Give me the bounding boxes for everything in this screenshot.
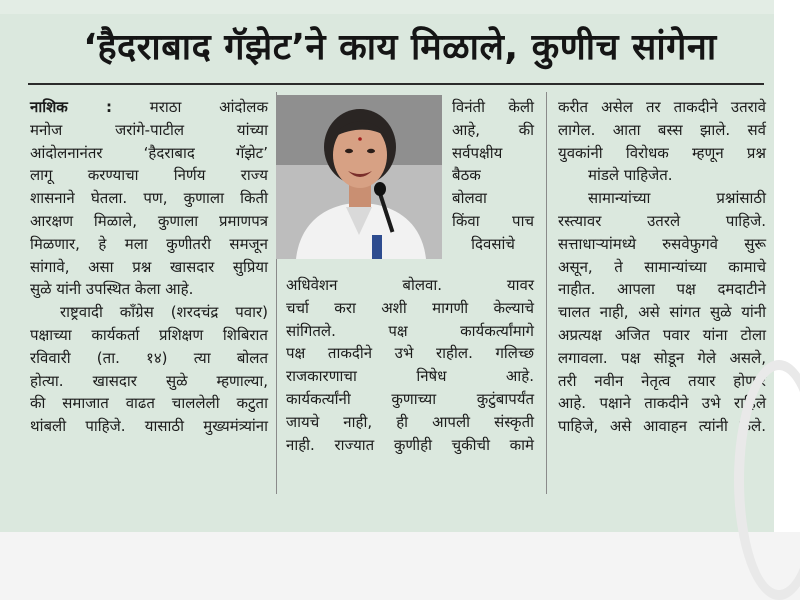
headline-rule xyxy=(28,83,764,85)
article-line: अप्रत्यक्ष अजित पवार यांना टोला xyxy=(558,325,766,344)
article-line: लगावला. पक्ष सोडून गेले असले, xyxy=(558,348,766,367)
article-line: नाही. राज्यात कुणीही चुकीची कामे xyxy=(286,435,534,454)
article-line: सर्वपक्षीय xyxy=(452,143,503,162)
article-column-2-side xyxy=(452,96,534,256)
article-line: होत्या. खासदार सुळे म्हणाल्या, xyxy=(30,371,268,390)
article-column-1 xyxy=(30,96,268,438)
article-line: मांडले पाहिजेत. xyxy=(588,166,673,185)
article-line: पक्षाच्या कार्यकर्ता प्रशिक्षण शिबिरात xyxy=(30,325,268,344)
article-line: सुळे यांनी उपस्थित केला आहे. xyxy=(30,280,194,299)
article-line: चर्चा करा अशी मागणी केल्याचे xyxy=(286,298,534,317)
article-line: बोलवा xyxy=(452,189,487,208)
article-line: चालत नाही, असे सांगत सुळे यांनी xyxy=(558,303,766,322)
article-line: किंवा पाच xyxy=(452,211,534,230)
article-line: रविवारी (ता. १४) त्या बोलत xyxy=(30,348,268,367)
article-line: आंदोलनानंतर ‘हैदराबाद गॅझेट’ xyxy=(30,143,268,162)
article-line: पक्ष ताकदीने उभे राहील. गलिच्छ xyxy=(286,344,534,363)
article-line: की समाजात वाढत चाललेली कटुता xyxy=(30,394,268,413)
top-border xyxy=(0,0,774,14)
article-column-2 xyxy=(286,274,534,456)
article-line: लागू करण्याचा निर्णय राज्य xyxy=(30,166,268,185)
headline: ‘हैदराबाद गॅझेट’ने काय मिळाले, कुणीच सांगेना xyxy=(83,27,717,68)
article-column-3 xyxy=(558,96,766,438)
article-line: सांगितले. पक्ष कार्यकर्त्यांमागे xyxy=(286,321,534,340)
article-line: अधिवेशन बोलवा. यावर xyxy=(286,276,534,294)
article-line: विनंती केली xyxy=(452,98,534,116)
article-line: रस्त्यावर उतरले पाहिजे. xyxy=(558,211,766,230)
article-line: सामान्यांच्या प्रश्नांसाठी xyxy=(588,189,766,208)
article-line: मिळणार, हे मला कुणीतरी समजून xyxy=(30,234,268,253)
page-edge xyxy=(774,0,800,532)
article-line: युवकांनी विरोधक म्हणून प्रश्न xyxy=(558,143,766,162)
article-line: करीत असेल तर ताकदीने उतरावे xyxy=(558,98,766,116)
article-line: कार्यकर्त्यांनी कुणाच्या कुटुंबापर्यंत xyxy=(286,389,534,408)
article-line: सत्ताधाऱ्यांमध्ये रुसवेफुगवे सुरू xyxy=(558,234,766,253)
article-line: आहे, की xyxy=(452,120,534,139)
article-line: आहे. पक्षाने ताकदीने उभे राहिले xyxy=(558,394,766,413)
article-line: राष्ट्रवादी काँग्रेस (शरदचंद्र पवार) xyxy=(60,303,268,322)
article-line: शासनाने घेतला. पण, कुणाला किती xyxy=(30,189,268,208)
article-line: पाहिजे, असे आवाहन त्यांनी केले. xyxy=(558,417,766,436)
dateline: नाशिक : xyxy=(30,98,113,116)
article-line: जायचे नाही, ही आपली संस्कृती xyxy=(286,412,534,431)
article-line: राजकारणाचा निषेध आहे. xyxy=(286,367,534,386)
article-line: आरक्षण मिळाले, कुणाला प्रमाणपत्र xyxy=(30,211,268,230)
article-line: नाशिक : मराठा आंदोलक xyxy=(30,98,268,116)
speaker-portrait-icon xyxy=(276,95,442,259)
article-line: लागेल. आता बस्स झाले. सर्व xyxy=(558,120,766,139)
article-line: नाहीत. आपला पक्ष दमदाटीने xyxy=(558,280,766,299)
article-line: दिवसांचे xyxy=(471,234,515,253)
article-line: मनोज जरांगे-पाटील यांच्या xyxy=(30,120,268,139)
article-line: थांबली पाहिजे. यासाठी मुख्यमंत्र्यांना xyxy=(30,417,268,436)
article-line: बैठक xyxy=(452,166,481,185)
column-divider-2 xyxy=(546,92,547,494)
speaker-portrait-photo xyxy=(276,95,442,259)
article-line: सांगावे, असा प्रश्न खासदार सुप्रिया xyxy=(30,257,268,276)
article-line: असून, ते सामान्यांच्या कामाचे xyxy=(558,257,766,276)
article-line: तरी नवीन नेतृत्व तयार होणार xyxy=(558,371,766,390)
